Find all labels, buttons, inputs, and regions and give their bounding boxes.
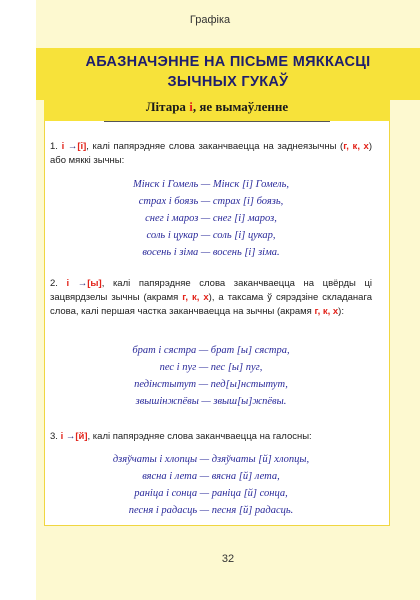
rule-consonants: г, к, х	[182, 292, 209, 303]
rule-text-after: ) або мяккі зычны:	[50, 141, 373, 166]
rule-consonants: г, к, х	[314, 306, 339, 317]
rule-3-examples	[50, 451, 372, 519]
example-line: песня і радасць — песня [й] радасць.	[128, 505, 294, 516]
arrow-icon: →	[65, 431, 76, 442]
example-line: соль і цукар — соль [і] цукар,	[146, 230, 276, 241]
example-line: брат і сястра — брат [ы] сястра,	[132, 345, 290, 356]
rule-text-before: , калі папярэдняе слова заканчваецца на галосны:	[87, 431, 312, 442]
rule-text-middle: ), а таксама ў сярэдзіне складанага слова, калі першая частка заканчваецца на зычны (акрамя	[50, 292, 373, 317]
page-number: 32	[221, 553, 235, 565]
card-heading-prefix: Літара	[145, 99, 190, 114]
heading-underline	[104, 121, 330, 122]
card-heading-suffix: , яе вымаўленне	[192, 99, 289, 114]
page-title: АБАЗНАЧЭННЕ НА ПІСЬМЕ МЯККАСЦІ ЗЫЧНЫХ ГУКАЎ	[85, 54, 371, 90]
example-line: восень і зіма — восень [і] зіма.	[142, 247, 280, 258]
rule-letter: і	[66, 278, 70, 289]
rule-text-before: , калі папярэдняе слова заканчваецца на заднеязычны (	[86, 141, 344, 152]
card-heading-letter: і	[189, 99, 193, 114]
rule-text-after: ):	[338, 306, 344, 317]
rule-number: 1.	[50, 141, 58, 152]
example-line: пес і пуг — пес [ы] пуг,	[159, 362, 263, 373]
arrow-icon: →	[77, 278, 88, 289]
example-line: страх і боязь — страх [і] боязь,	[138, 196, 284, 207]
example-line: Мінск і Гомель — Мінск [і] Гомель,	[132, 179, 290, 190]
rule-2-text	[50, 277, 372, 319]
rule-text-before: , калі папярэдняе слова заканчваецца на цвёрды ці зацвярдзелы зычны (акрамя	[50, 278, 372, 303]
arrow-icon: →	[67, 141, 78, 152]
rule-sound: [й]	[75, 431, 88, 442]
section-header: Графіка	[189, 14, 231, 26]
example-line: снег і мароз — снег [і] мароз,	[145, 213, 277, 224]
rule-consonants: г, к, х	[343, 141, 369, 152]
rule-number: 2.	[50, 278, 58, 289]
rule-1-text	[50, 140, 372, 168]
rule-number: 3.	[50, 431, 58, 442]
card-heading	[44, 99, 390, 115]
rule-letter: і	[61, 141, 65, 152]
rule-letter: і	[60, 431, 64, 442]
example-line: раніца і сонца — раніца [й] сонца,	[134, 488, 288, 499]
example-line: вясна і лета — вясна [й] лета,	[142, 471, 280, 482]
example-line: дзяўчаты і хлопцы — дзяўчаты [й] хлопцы,	[112, 454, 310, 465]
example-line: звышінжпёвы — звыш[ы]жпёвы.	[135, 396, 287, 407]
rule-2-examples	[50, 342, 372, 410]
rule-1-examples	[50, 176, 372, 261]
example-line: педінстытут — пед[ы]нстытут,	[134, 379, 288, 390]
rule-sound: [і]	[77, 141, 87, 152]
rule-3-text	[50, 430, 372, 444]
rule-sound: [ы]	[87, 278, 102, 289]
